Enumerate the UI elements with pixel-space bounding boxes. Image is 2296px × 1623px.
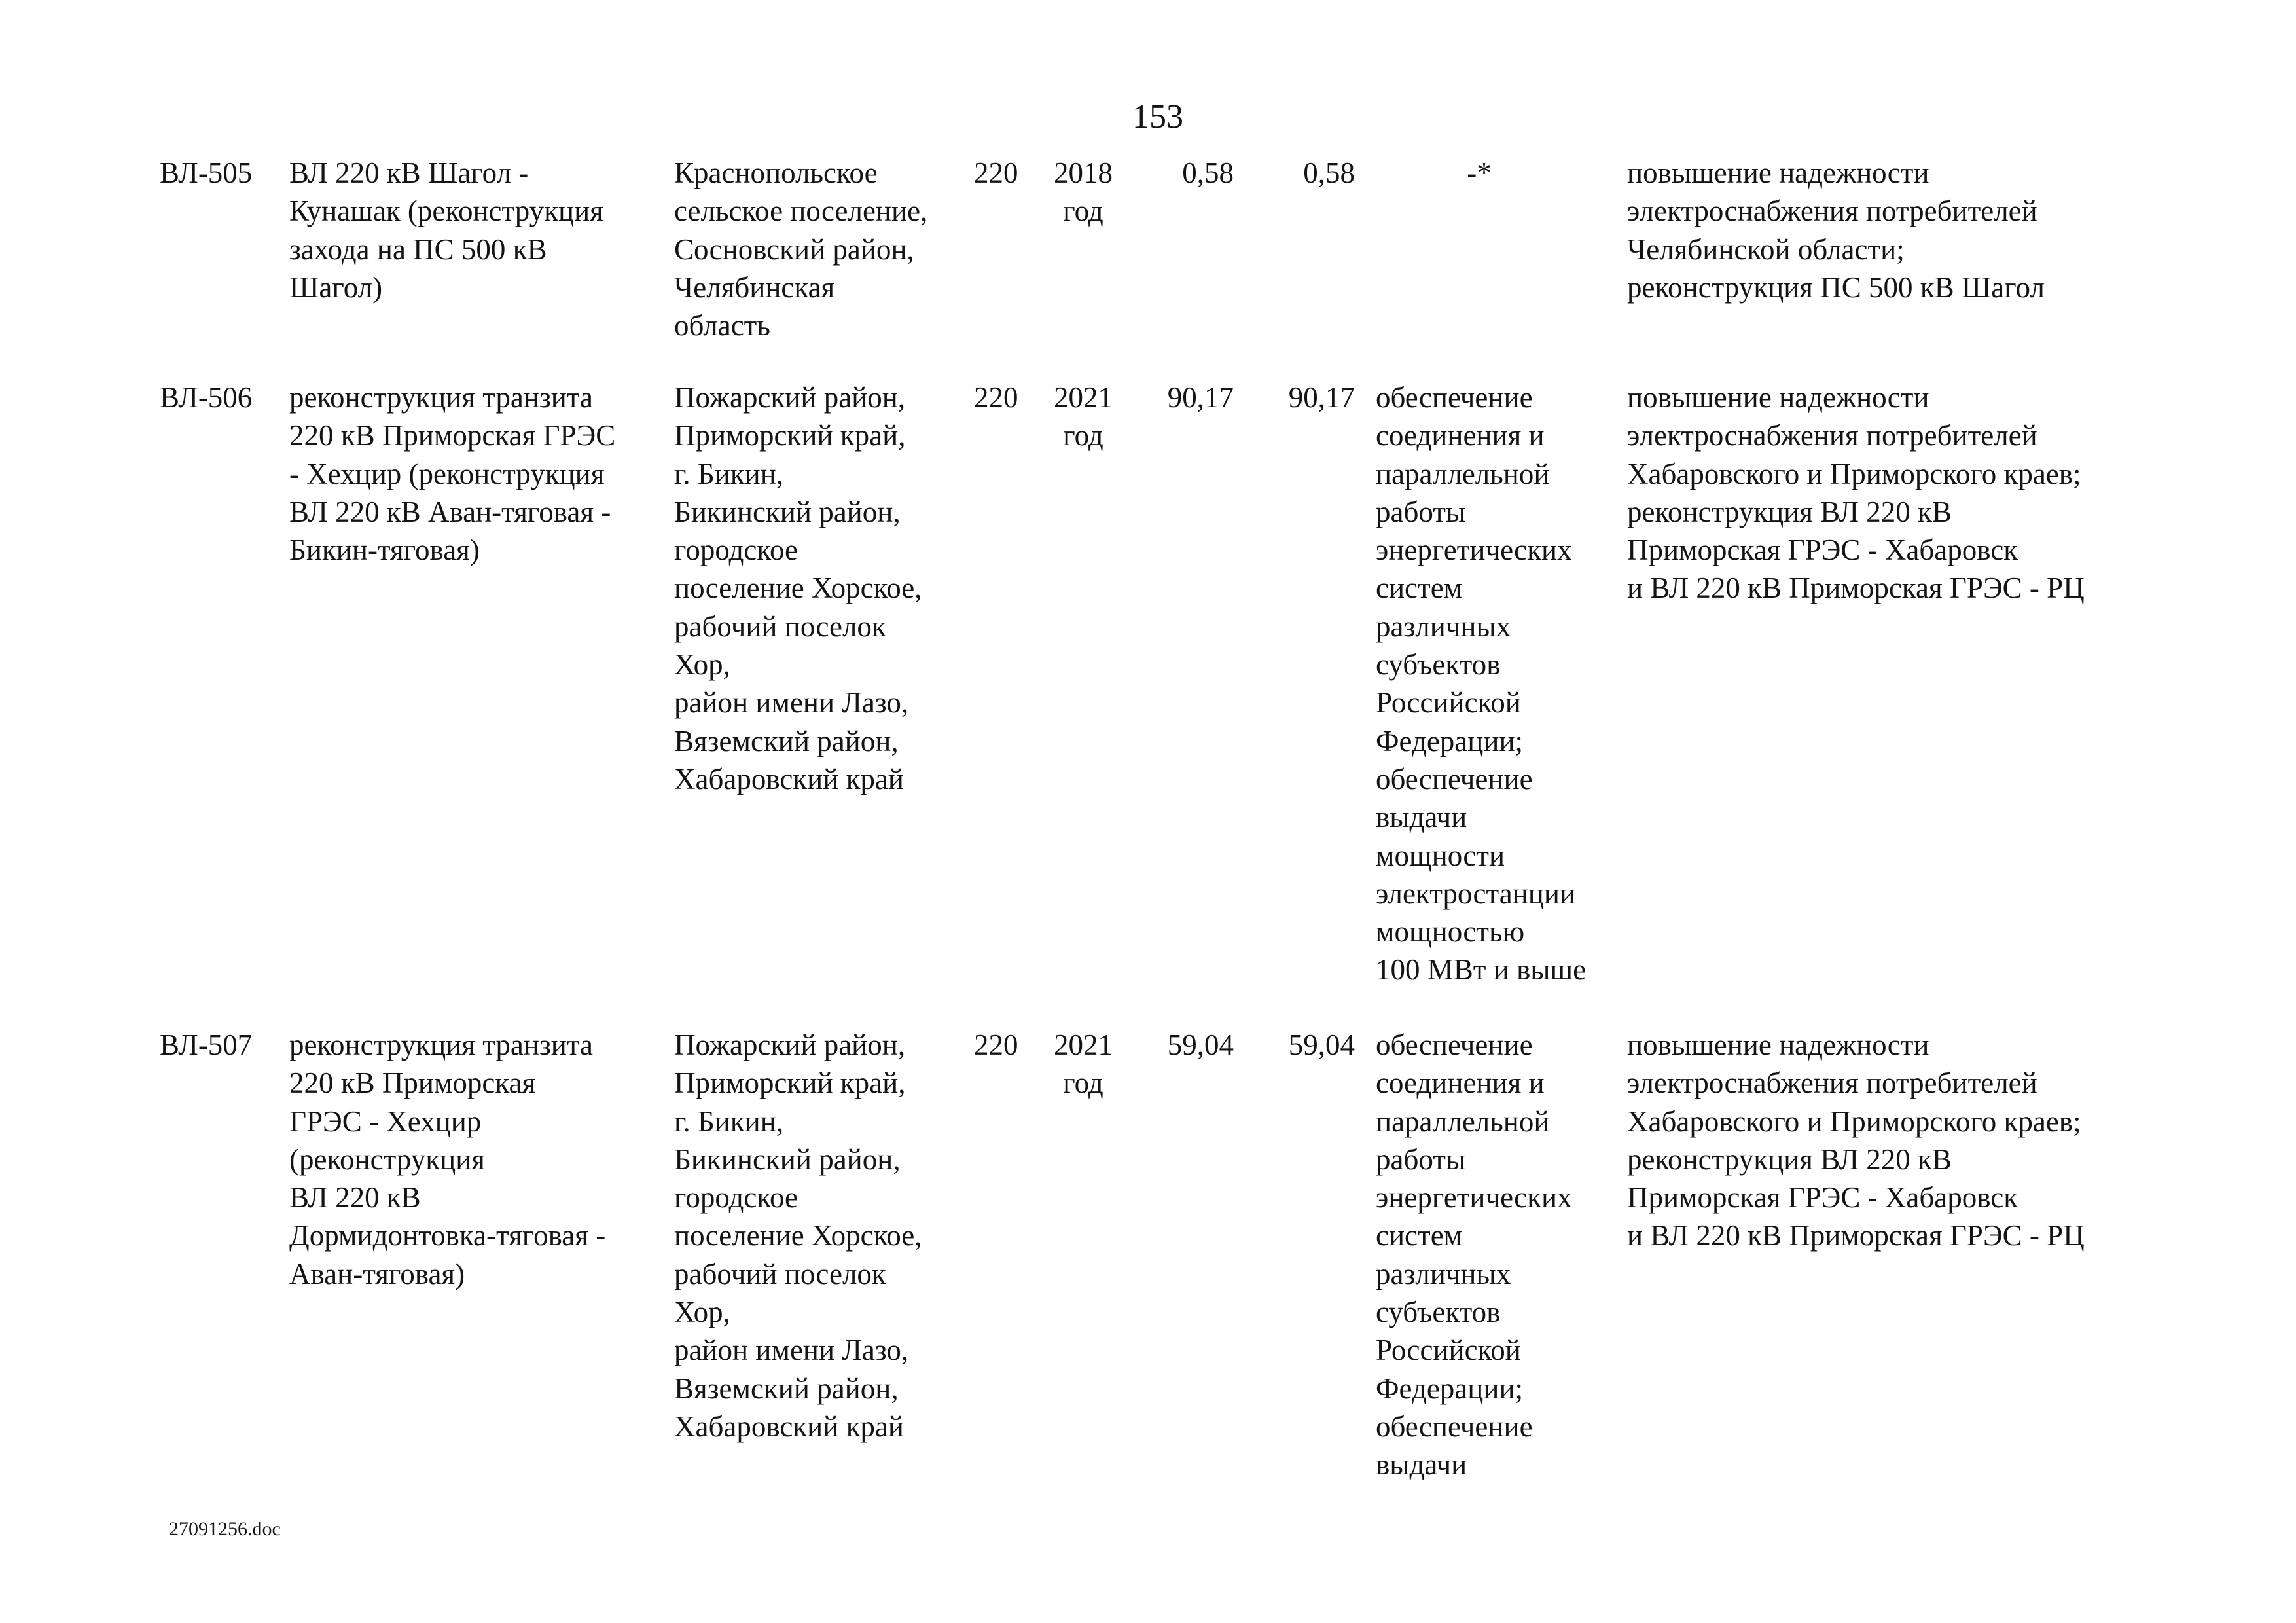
line-length-2: 59,04	[1288, 1029, 1355, 1061]
line-location: Пожарский район, Приморский край, г. Бикин, Бикинский район, городское поселение Хорское, рабочий поселок Хор, район имени Лазо, Вяземский район, Хабаровский край	[674, 381, 922, 795]
line-year: 2021 год	[1054, 381, 1113, 452]
line-purpose: -*	[1467, 156, 1492, 189]
line-length-2: 90,17	[1288, 381, 1355, 414]
line-purpose: обеспечение соединения и параллельной работы энергетических систем различных субъектов Российской Федерации; обеспечение выдачи	[1376, 1029, 1572, 1482]
line-voltage: 220	[974, 381, 1018, 414]
line-location: Краснопольское сельское поселение, Сосновский район, Челябинская область	[674, 156, 928, 342]
line-id: ВЛ-507	[160, 1029, 253, 1061]
line-effect: повышение надежности электроснабжения потребителей Хабаровского и Приморского краев; реконструкция ВЛ 220 кВ Приморская ГРЭС - Хабаровск и ВЛ 220 кВ Приморская ГРЭС - РЦ	[1627, 381, 2085, 605]
page-number: 153	[1132, 98, 1183, 136]
line-effect: повышение надежности электроснабжения потребителей Хабаровского и Приморского краев; реконструкция ВЛ 220 кВ Приморская ГРЭС - Хабаровск и ВЛ 220 кВ Приморская ГРЭС - РЦ	[1627, 1029, 2085, 1252]
line-voltage: 220	[974, 1029, 1018, 1061]
line-length-1: 59,04	[1167, 1029, 1234, 1061]
line-length-2: 0,58	[1303, 156, 1355, 189]
line-length-1: 0,58	[1182, 156, 1234, 189]
line-id: ВЛ-506	[160, 381, 253, 414]
line-id: ВЛ-505	[160, 156, 253, 189]
document-code: 27091256.doc	[169, 1518, 281, 1540]
line-name: ВЛ 220 кВ Шагол - Кунашак (реконструкция захода на ПС 500 кВ Шагол)	[289, 156, 603, 304]
line-purpose: обеспечение соединения и параллельной работы энергетических систем различных субъектов Российской Федерации; обеспечение выдачи мощности электростанции мощностью 100 МВт и выше	[1376, 381, 1587, 987]
line-year: 2018 год	[1054, 156, 1113, 228]
line-voltage: 220	[974, 156, 1018, 189]
line-length-1: 90,17	[1167, 381, 1234, 414]
line-year: 2021 год	[1054, 1029, 1113, 1100]
line-name: реконструкция транзита 220 кВ Приморская ГРЭС - Хехцир (реконструкция ВЛ 220 кВ Аван-тяговая - Бикин-тяговая)	[289, 381, 616, 567]
line-name: реконструкция транзита 220 кВ Приморская ГРЭС - Хехцир (реконструкция ВЛ 220 кВ Дормидонтовка-тяговая - Аван-тяговая)	[289, 1029, 606, 1290]
line-effect: повышение надежности электроснабжения потребителей Челябинской области; реконструкция ПС 500 кВ Шагол	[1627, 156, 2045, 304]
line-location: Пожарский район, Приморский край, г. Бикин, Бикинский район, городское поселение Хорское, рабочий поселок Хор, район имени Лазо, Вяземский район, Хабаровский край	[674, 1029, 922, 1443]
